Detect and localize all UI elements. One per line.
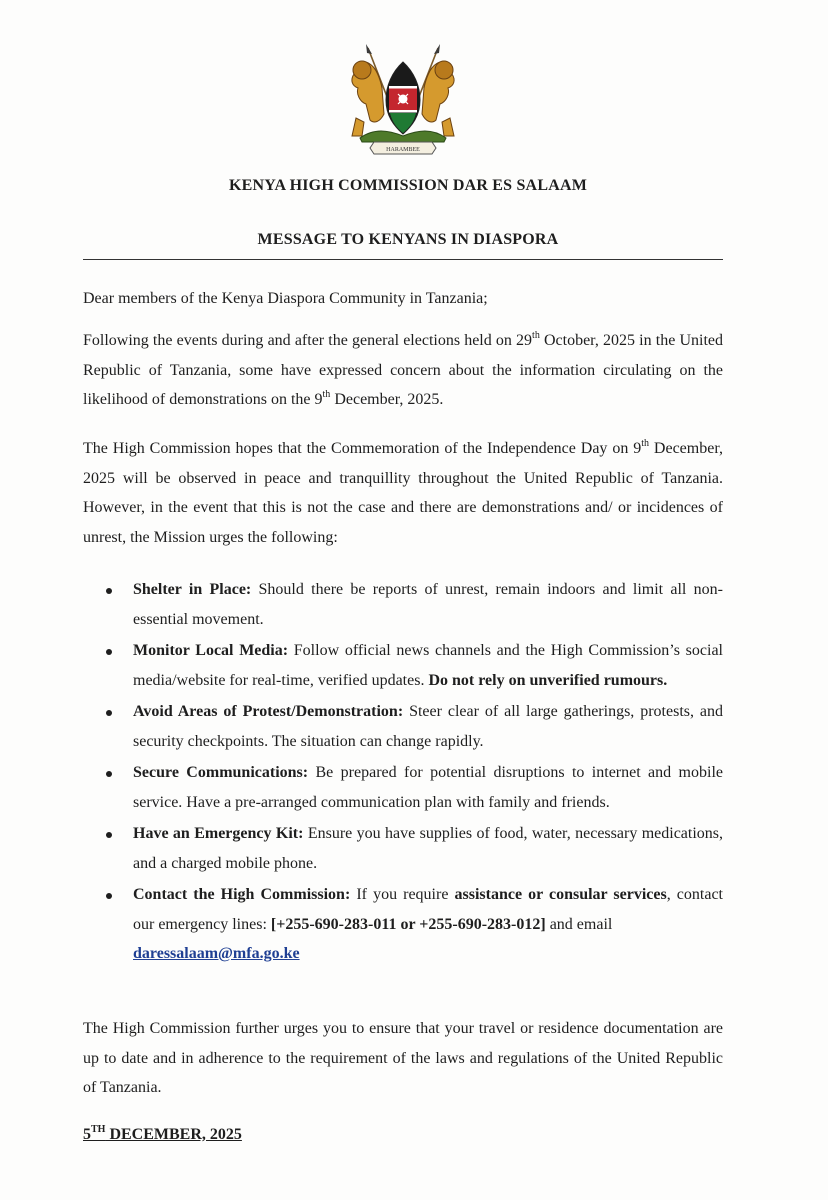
salutation: Dear members of the Kenya Diaspora Community in Tanzania; — [83, 290, 488, 307]
emergency-phone-numbers: [+255-690-283-011 or +255-690-283-012] — [270, 915, 546, 933]
bullet-icon — [106, 588, 112, 594]
paragraph-documentation: The High Commission further urges you to ensure that your travel or residence documentation are up to date and in adherence to the requirement of the laws and regulations of the United Republic of Tanzania. — [83, 1020, 723, 1096]
kenya-coat-of-arms — [340, 44, 466, 158]
list-item: Have an Emergency Kit: Ensure you have supplies of food, water, necessary medications, and a charged mobile phone. — [83, 819, 723, 878]
crest-motto: HARAMBEE — [386, 147, 420, 153]
bullet-icon — [106, 771, 112, 777]
bullet-icon — [106, 832, 112, 838]
bullet-icon — [106, 649, 112, 655]
bullet-icon — [106, 710, 112, 716]
list-item: Secure Communications: Be prepared for potential disruptions to internet and mobile service. Have a pre-arranged communication plan with family and friends. — [83, 758, 723, 817]
document-subtitle: MESSAGE TO KENYANS IN DIASPORA — [257, 231, 559, 248]
list-item: Avoid Areas of Protest/Demonstration: Steer clear of all large gatherings, protests, and security checkpoints. The situation can change rapidly. — [83, 697, 723, 756]
list-item: Monitor Local Media: Follow official news channels and the High Commission’s social media/website for real-time, verified updates. Do not rely on unverified rumours. — [83, 636, 723, 695]
document-date: 5TH DECEMBER, 2025 — [83, 1123, 242, 1143]
list-item: Contact the High Commission: If you require assistance or consular services, contact our emergency lines: [+255-690-283-011 or +255-690-283-012] and email daressalaam@mfa.go.ke — [83, 880, 723, 969]
bullet-icon — [106, 893, 112, 899]
paragraph-independence-day: The High Commission hopes that the Commemoration of the Independence Day on 9th December, 2025 will be observed in peace and tranquillity throughout the United Republic of Tanzania. However, in the event that this is not the case and there are demonstrations and/ or incidences of unrest, the Mission urges the following: — [83, 437, 724, 546]
advice-list — [83, 575, 723, 971]
paragraph-elections: Following the events during and after the general elections held on 29th October, 2025 in the United Republic of Tanzania, some have expressed concern about the information circulating on the likelihood of demonstrations on the 9th December, 2025. — [83, 329, 723, 408]
title-divider — [83, 259, 723, 260]
email-link[interactable]: daressalaam@mfa.go.ke — [133, 945, 300, 962]
document-title: KENYA HIGH COMMISSION DAR ES SALAAM — [228, 177, 587, 194]
list-item: Shelter in Place: Should there be reports of unrest, remain indoors and limit all non-essential movement. — [83, 575, 723, 634]
